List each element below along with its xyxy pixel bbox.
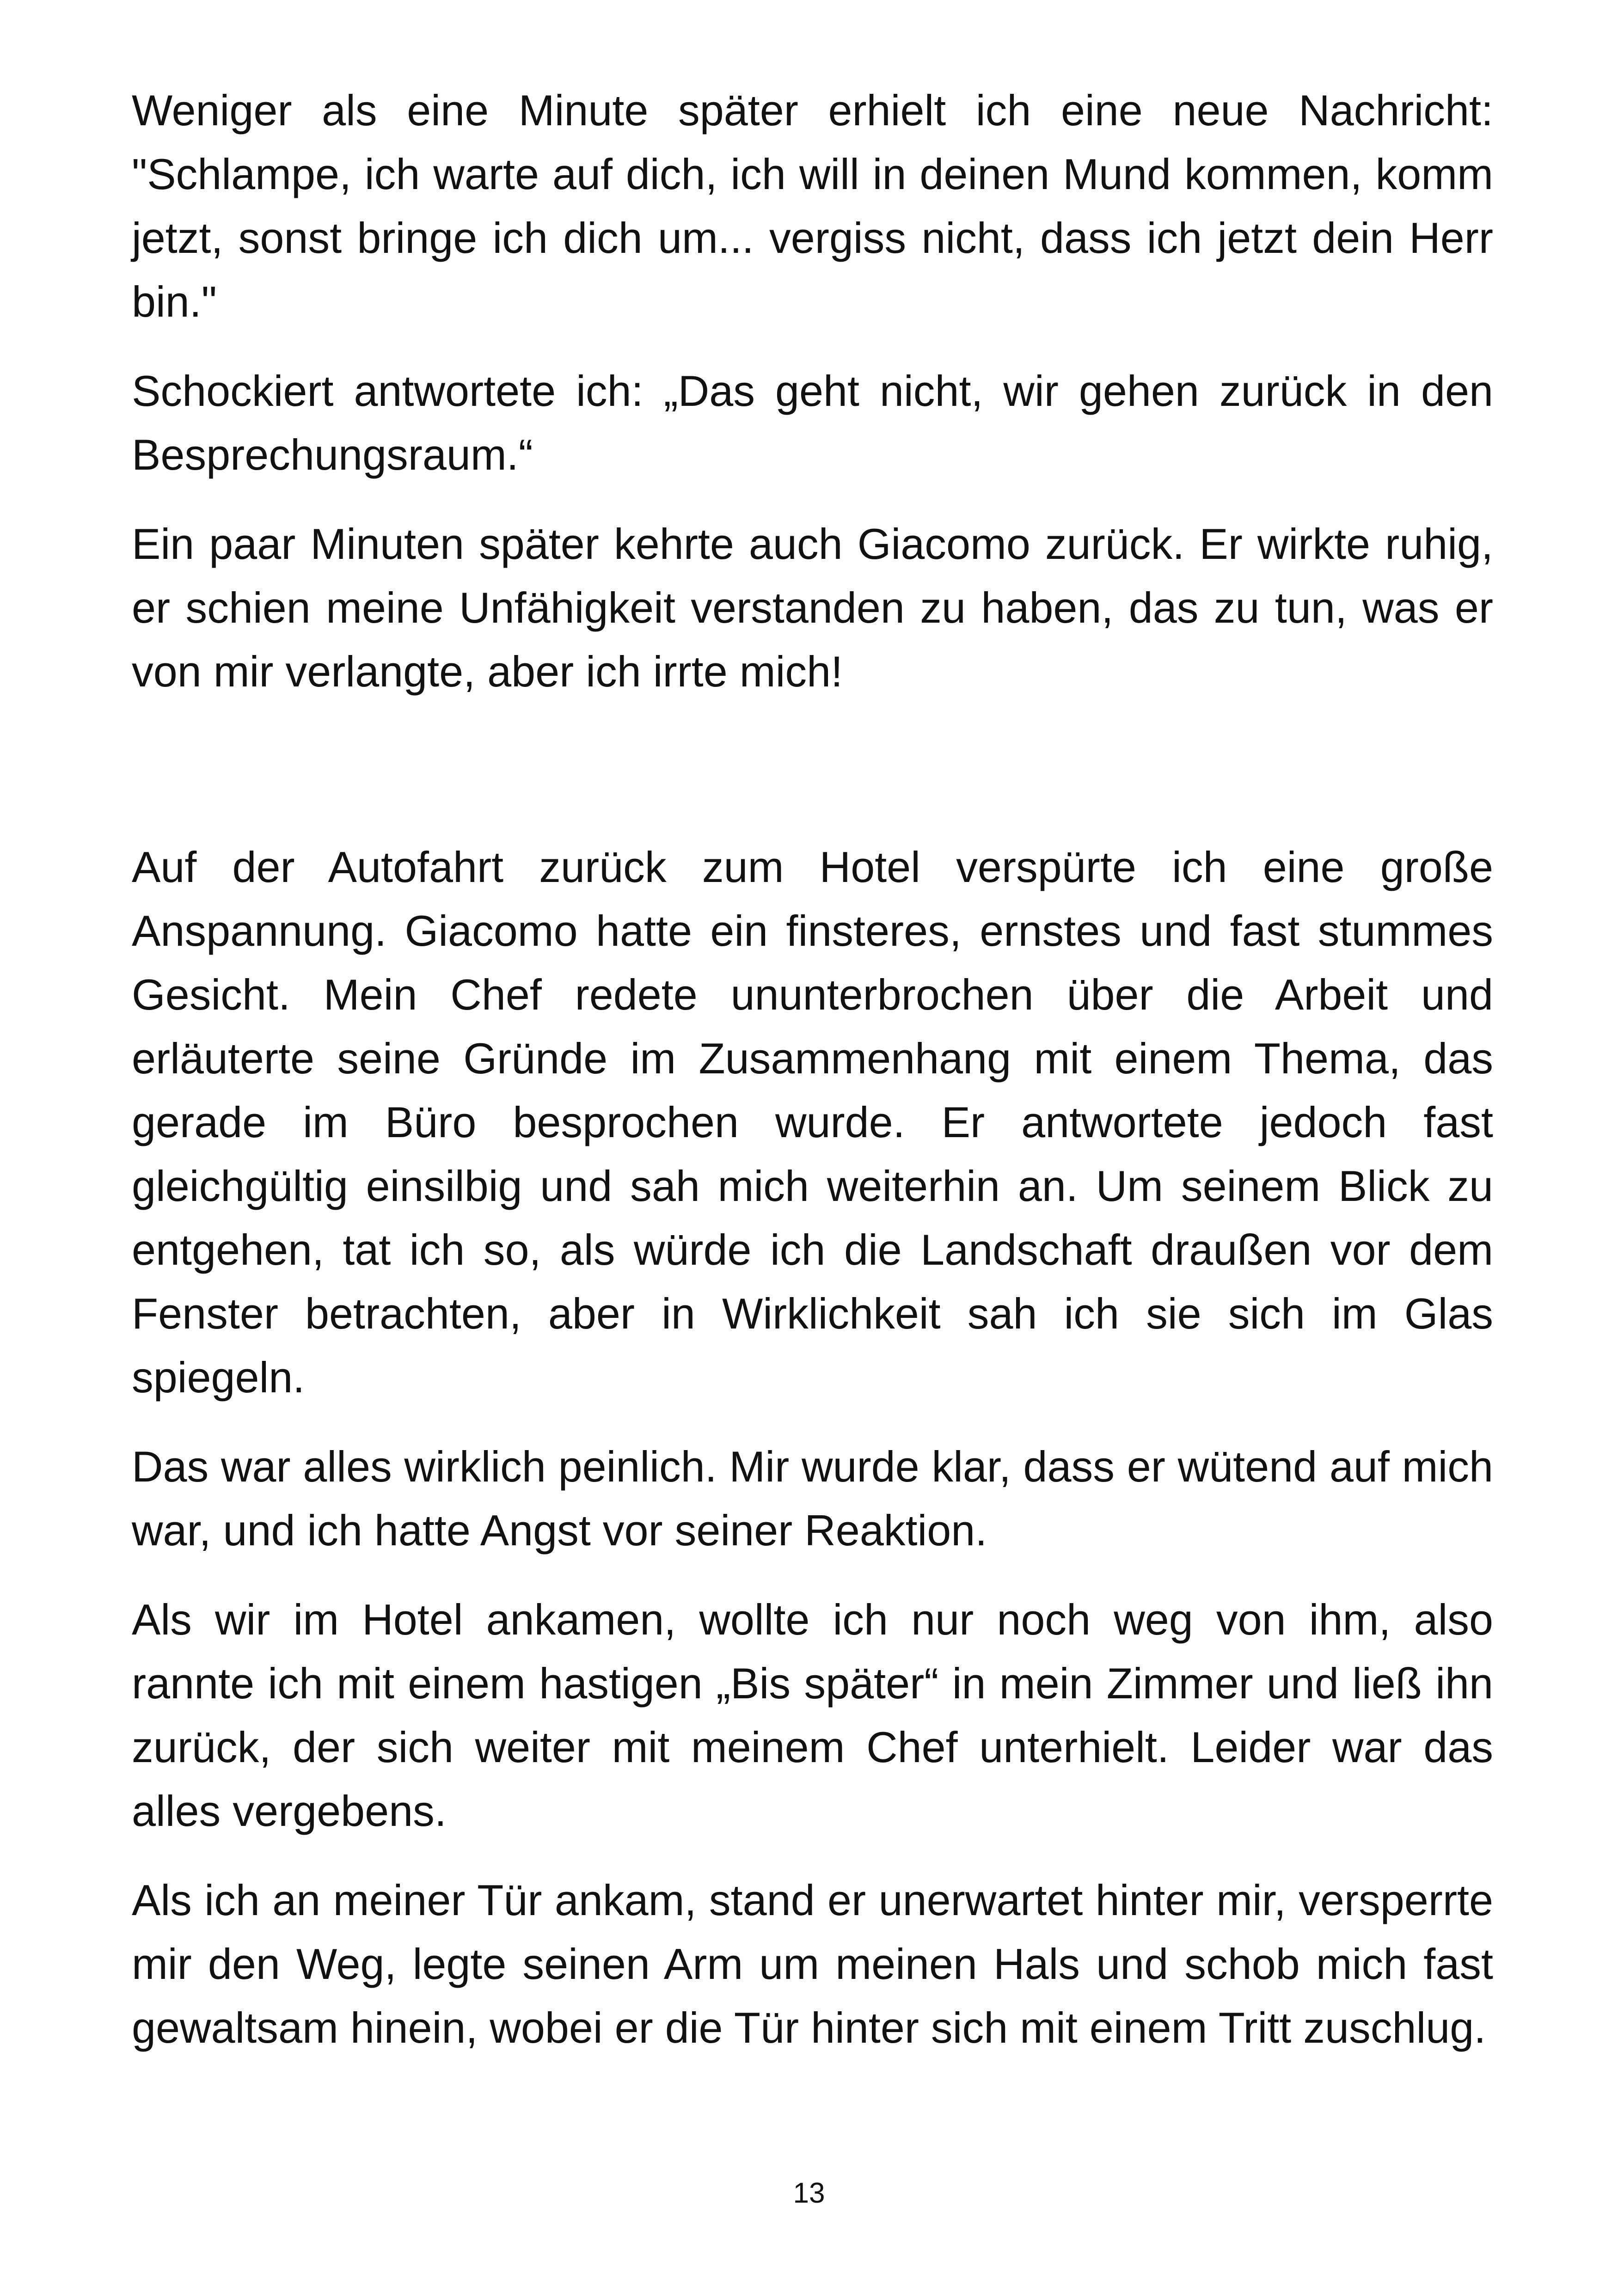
paragraph-car-ride: Auf der Autofahrt zurück zum Hotel verspürte ich eine große Anspannung. Giacomo hatte ein finsteres, ernstes und fast stummes Gesicht. Mein Chef redete ununterbrochen über die Arbeit und erläuterte seine Gründe im Zusammenhang mit einem Thema, das gerade im Büro besprochen wurde. Er antwortete jedoch fast gleichgültig einsilbig und sah mich weiterhin an. Um seinem Blick zu entgehen, tat ich so, als würde ich die Landschaft draußen vor dem Fenster betrachten, aber in Wirklichkeit sah ich sie sich im Glas spiegeln. — [132, 843, 1493, 1402]
paragraph-embarrassing: Das war alles wirklich peinlich. Mir wurde klar, dass er wütend auf mich war, und ich hatte Angst vor seiner Reaktion. — [132, 1442, 1493, 1555]
paragraph-at-the-door: Als ich an meiner Tür ankam, stand er unerwartet hinter mir, versperrte mir den Weg, legte seinen Arm um meinen Hals und schob mich fast gewaltsam hinein, wobei er die Tür hinter sich mit einem Tritt zuschlug. — [132, 1876, 1493, 2052]
page-number: 13 — [793, 2177, 825, 2209]
paragraph-giacomo-returns: Ein paar Minuten später kehrte auch Giacomo zurück. Er wirkte ruhig, er schien meine Unfähigkeit verstanden zu haben, das zu tun, was er von mir verlangte, aber ich irrte mich! — [132, 520, 1493, 696]
page-text — [132, 79, 1493, 2085]
paragraph-new-message: Weniger als eine Minute später erhielt ich eine neue Nachricht: "Schlampe, ich warte auf dich, ich will in deinen Mund kommen, komm jetzt, sonst bringe ich dich um... vergiss nicht, dass ich jetzt dein Herr bin." — [132, 86, 1493, 326]
paragraph-hotel-arrival: Als wir im Hotel ankamen, wollte ich nur noch weg von ihm, also rannte ich mit einem hastigen „Bis später“ in mein Zimmer und ließ ihn zurück, der sich weiter mit meinem Chef unterhielt. Leider war das alles vergebens. — [132, 1595, 1493, 1835]
scene-break — [132, 729, 1493, 835]
paragraph-shocked-reply: Schockiert antwortete ich: „Das geht nicht, wir gehen zurück in den Besprechungsraum.“ — [132, 367, 1493, 479]
